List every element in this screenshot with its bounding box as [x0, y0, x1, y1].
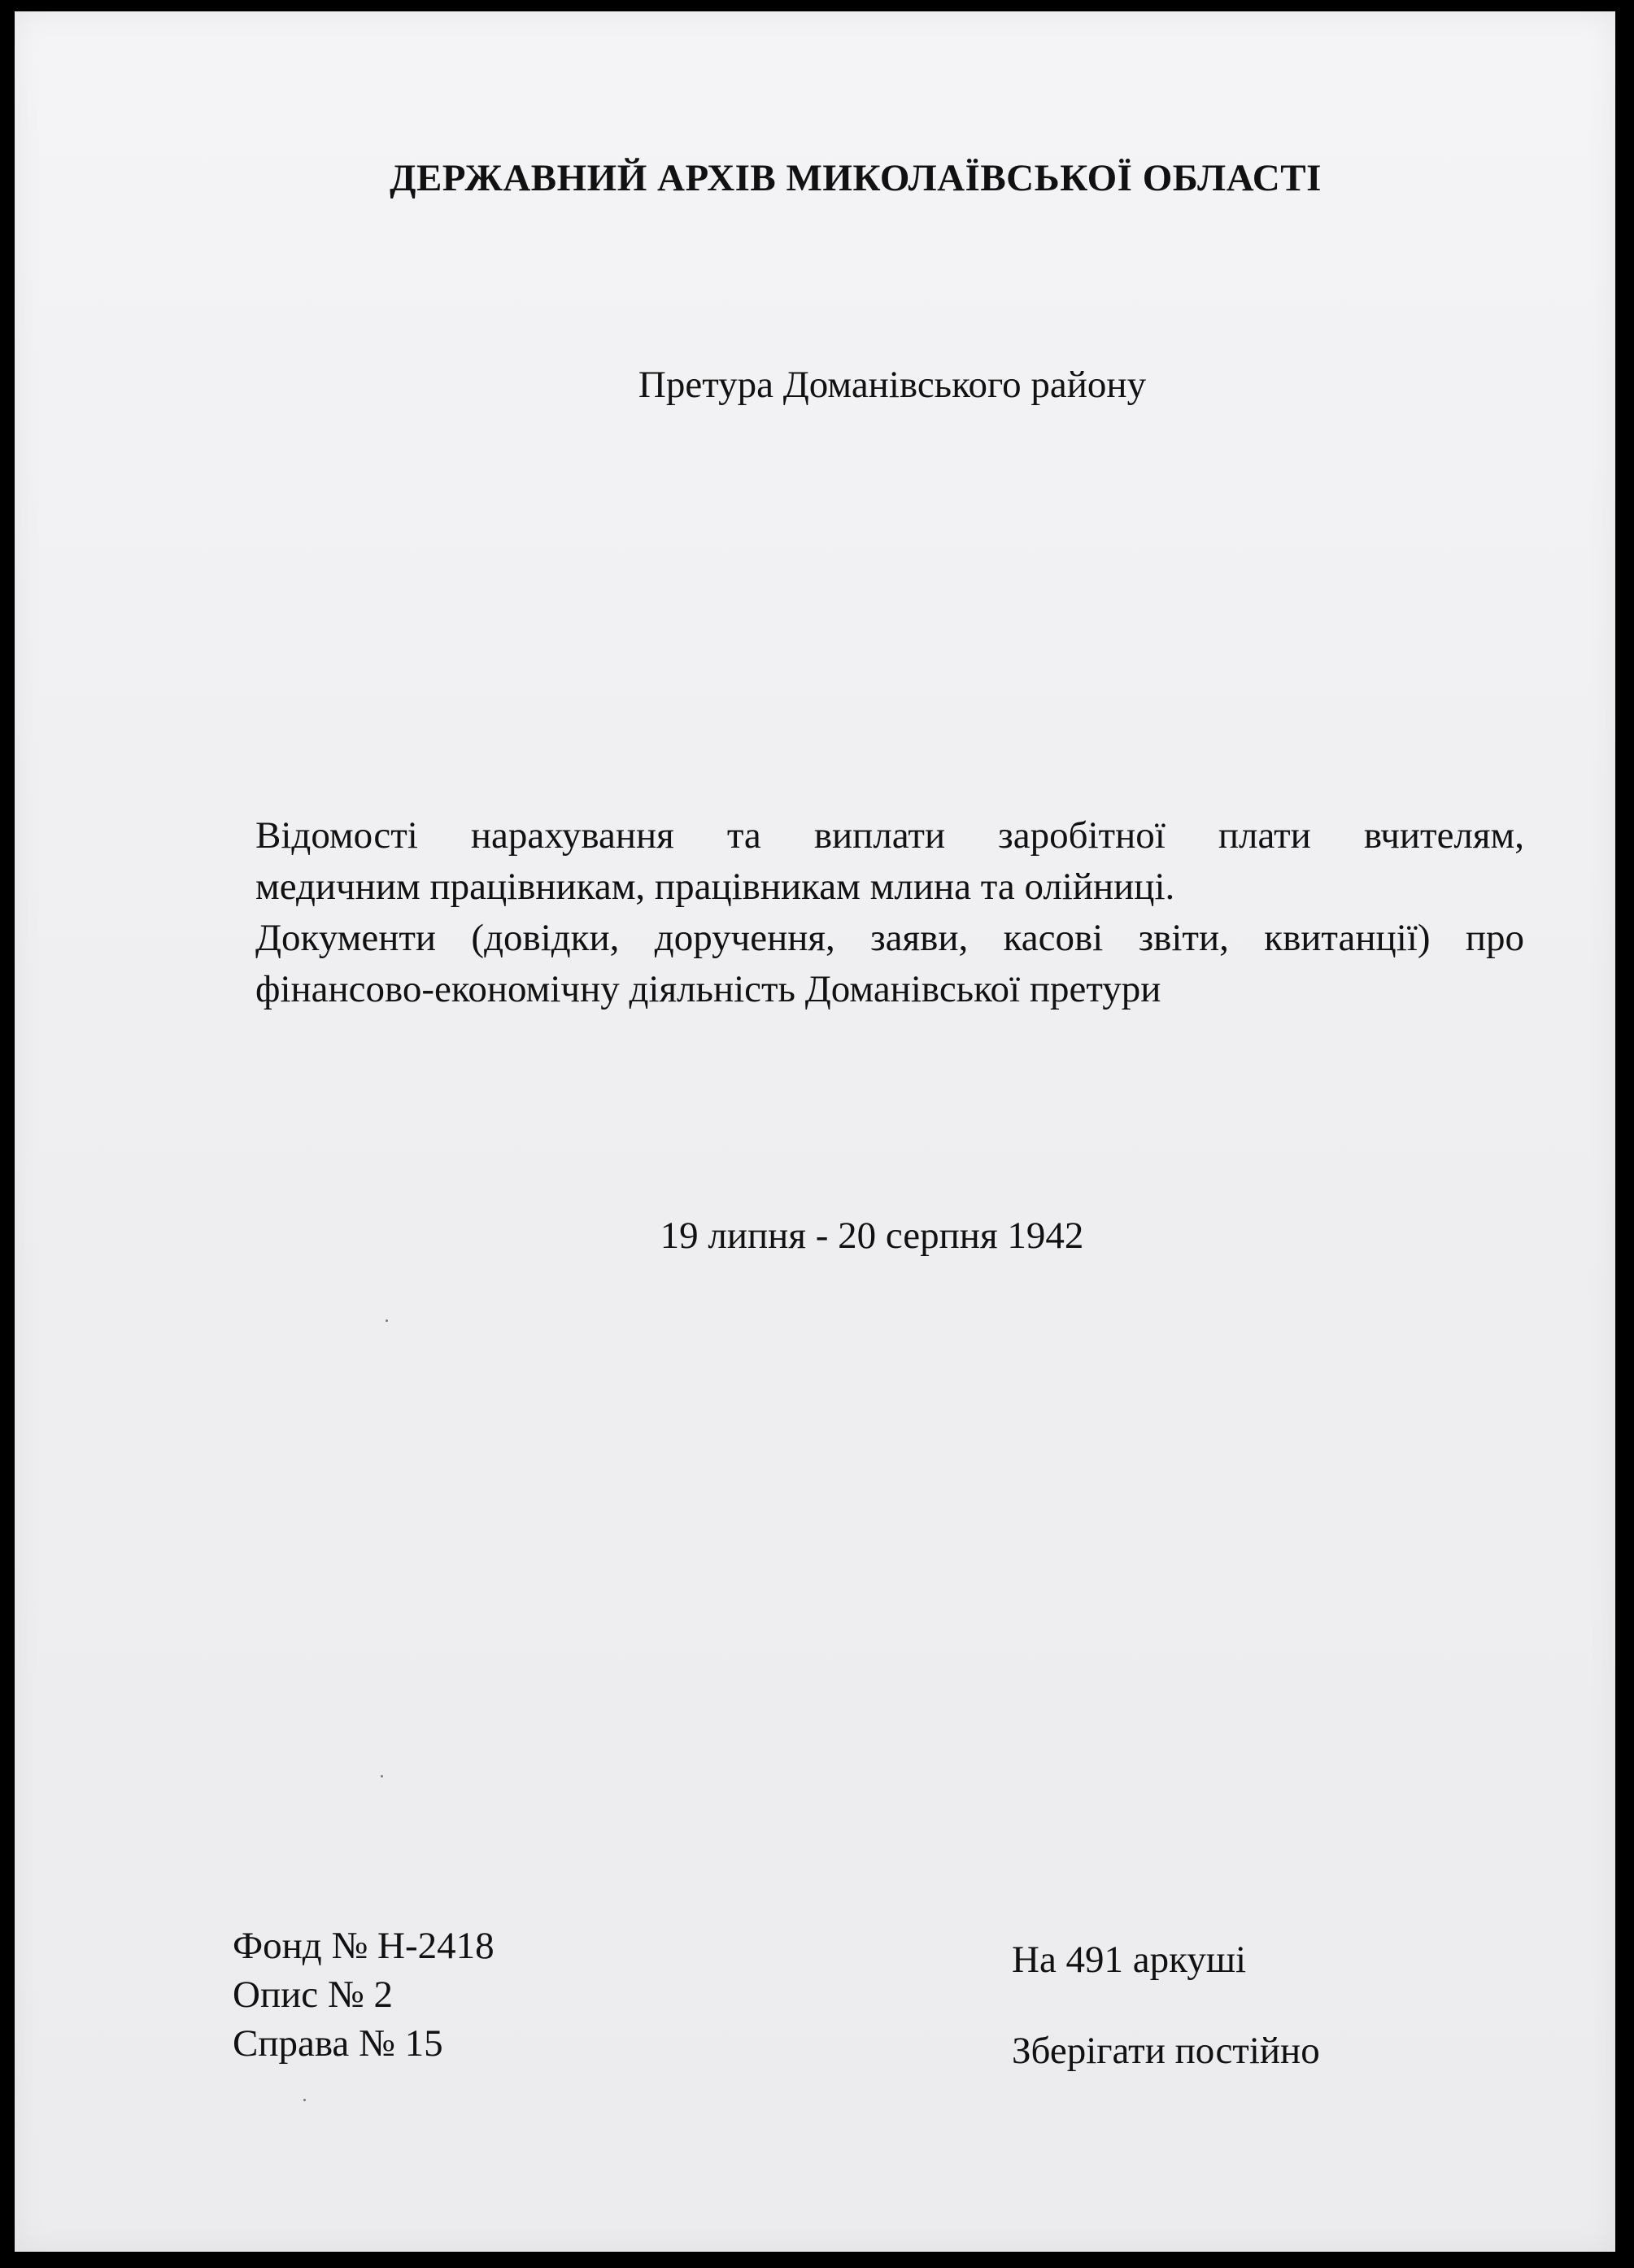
case-description [255, 810, 1524, 1015]
document-page [15, 11, 1615, 2252]
storage-info [1012, 1938, 1320, 2073]
paper-speck [386, 1319, 388, 1322]
sprava-number: Справа № 15 [233, 2022, 443, 2065]
storage-term: Зберігати постійно [1012, 2030, 1320, 2072]
archive-name-heading: ДЕРЖАВНИЙ АРХІВ МИКОЛАЇВСЬКОЇ ОБЛАСТІ [390, 157, 1322, 199]
fond-number: Фонд № Н-2418 [233, 1925, 495, 1967]
description-line: фінансово-економічну діяльність Доманівської претури [255, 968, 1161, 1010]
paper-speck [381, 1775, 383, 1777]
description-line: медичним працівникам, працівникам млина та олійниці. [255, 866, 1175, 908]
date-range: 19 липня - 20 серпня 1942 [660, 1215, 1084, 1257]
opys-number: Опис № 2 [233, 1974, 393, 2016]
archive-reference [233, 1921, 495, 2068]
paper-speck [303, 2099, 306, 2101]
description-line: Відомості нарахування та виплати заробітної плати вчителям, [255, 814, 1524, 857]
fund-name: Претура Доманівського району [638, 364, 1147, 406]
sheet-count: На 491 аркуші [1012, 1939, 1247, 1981]
description-line: Документи (довідки, доручення, заяви, касові звіти, квитанції) про [255, 917, 1524, 959]
